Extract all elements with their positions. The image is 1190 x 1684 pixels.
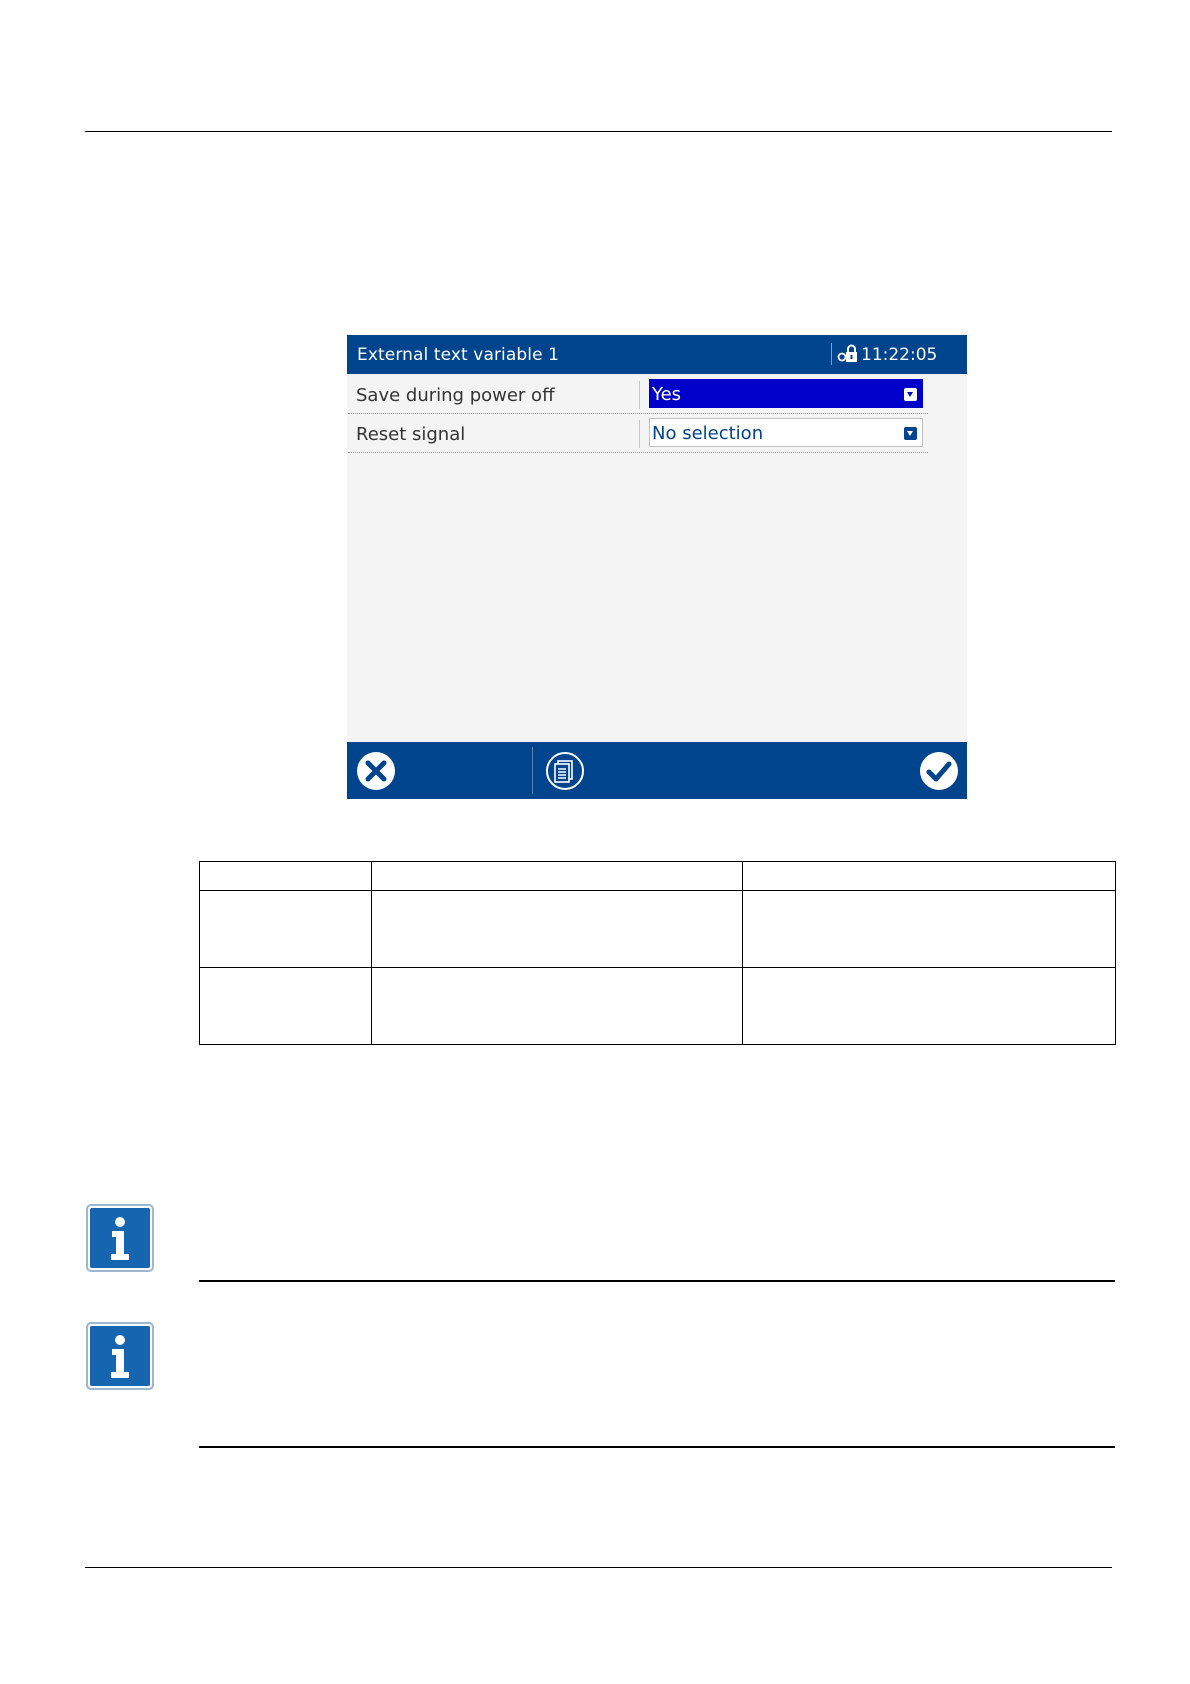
- note-divider: [199, 1446, 1115, 1448]
- table-row: [200, 968, 1116, 1045]
- table-cell: [200, 968, 372, 1045]
- cancel-icon[interactable]: [356, 751, 396, 791]
- table-header-cell: [371, 862, 743, 891]
- save-during-power-off-dropdown[interactable]: [649, 379, 923, 408]
- dropdown-value: Yes: [652, 384, 682, 405]
- info-icon: [86, 1322, 154, 1390]
- table-header-row: [200, 862, 1116, 891]
- table-cell: [371, 891, 743, 968]
- table-header-cell: [200, 862, 372, 891]
- setting-label: Reset signal: [356, 424, 466, 445]
- footer-rule: [85, 1567, 1112, 1568]
- table-cell: [743, 891, 1116, 968]
- chevron-down-icon: [904, 388, 917, 401]
- dropdown-value: No selection: [652, 423, 764, 444]
- setting-row-save-during-power-off: [348, 376, 928, 414]
- title-bar: [347, 335, 967, 374]
- bottom-toolbar: [347, 742, 967, 799]
- table-row: [200, 891, 1116, 968]
- clock: 11:22:05: [861, 345, 938, 365]
- chevron-down-icon: [904, 427, 917, 440]
- header-rule: [85, 131, 1112, 132]
- reset-signal-dropdown[interactable]: [649, 418, 923, 447]
- title-separator: [831, 343, 832, 365]
- toolbar-separator: [532, 747, 533, 794]
- column-separator: [639, 420, 640, 448]
- column-separator: [639, 381, 640, 409]
- info-icon: [86, 1204, 154, 1272]
- lock-icon: [837, 344, 859, 364]
- screen-title: External text variable 1: [357, 345, 560, 365]
- table-cell: [371, 968, 743, 1045]
- table-cell: [743, 968, 1116, 1045]
- setting-row-reset-signal: [348, 415, 928, 453]
- table-header-cell: [743, 862, 1116, 891]
- checkmark-icon[interactable]: [919, 751, 959, 791]
- table-cell: [200, 891, 372, 968]
- document-icon[interactable]: [545, 751, 585, 791]
- setting-label: Save during power off: [356, 385, 555, 406]
- note-divider: [199, 1280, 1115, 1282]
- parameter-table: [199, 861, 1116, 1045]
- device-screen: [347, 335, 967, 799]
